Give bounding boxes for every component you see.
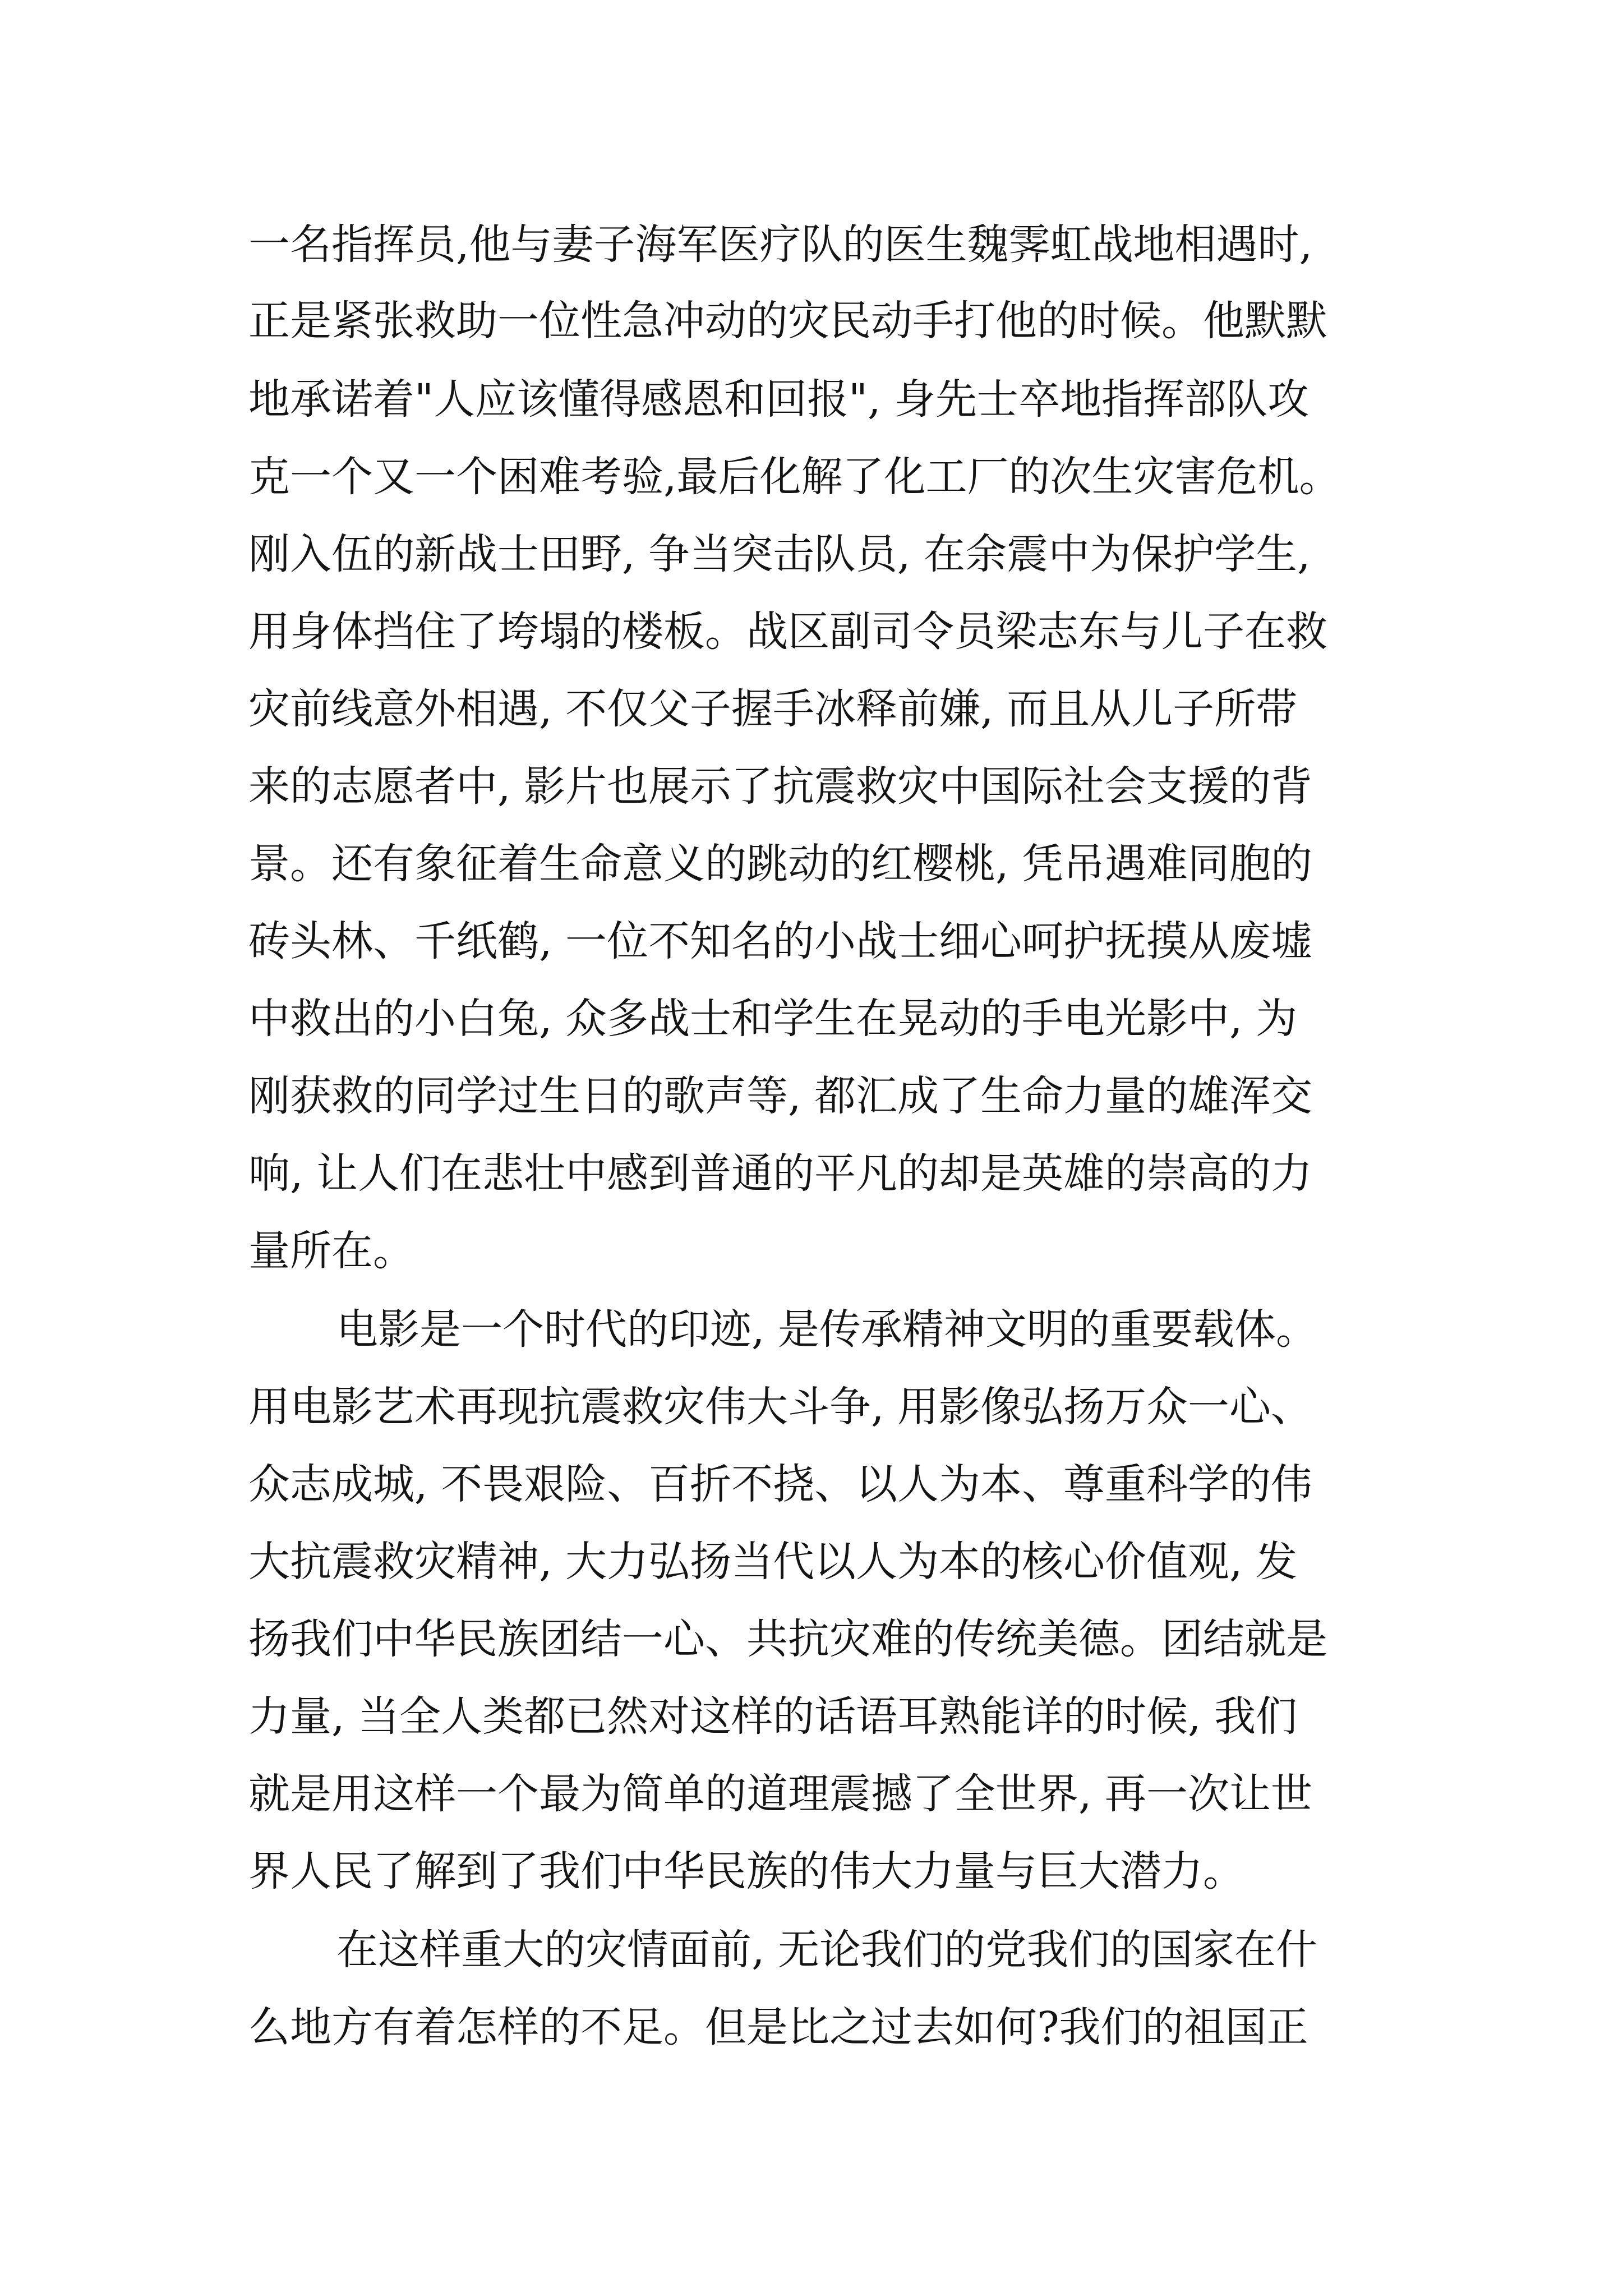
paragraph-line: 力量, 当全人类都已然对这样的话语耳熟能详的时候, 我们 (248, 1692, 1298, 1741)
paragraph-line: 克一个又一个困难考验,最后化解了化工厂的次生灾害危机。 (248, 453, 1341, 501)
paragraph-line: 来的志愿者中, 影片也展示了抗震救灾中国际社会支援的背 (248, 762, 1313, 811)
paragraph-line: 就是用这样一个最为简单的道理震撼了全世界, 再一次让世 (248, 1770, 1313, 1818)
paragraph-line: 量所在。 (248, 1227, 414, 1275)
paragraph-line: 地承诺着"人应该懂得感恩和回报", 身先士卒地指挥部队攻 (248, 375, 1310, 424)
paragraph-line: 界人民了解到了我们中华民族的伟大力量与巨大潜力。 (248, 1847, 1244, 1895)
paragraph-line: 众志成城, 不畏艰险、百折不挠、以人为本、尊重科学的伟 (248, 1460, 1313, 1508)
paragraph-line: 正是紧张救助一位性急冲动的灾民动手打他的时候。他默默 (248, 297, 1327, 345)
paragraph-line: 刚获救的同学过生日的歌声等, 都汇成了生命力量的雄浑交 (248, 1072, 1313, 1120)
paragraph-line: 用身体挡住了垮塌的楼板。战区副司令员梁志东与儿子在救 (248, 608, 1327, 656)
paragraph-line: 灾前线意外相遇, 不仅父子握手冰释前嫌, 而且从儿子所带 (248, 685, 1298, 733)
paragraph-line: 大抗震救灾精神, 大力弘扬当代以人为本的核心价值观, 发 (248, 1538, 1298, 1586)
paragraph-line: 响, 让人们在悲壮中感到普通的平凡的却是英雄的崇高的力 (248, 1149, 1313, 1198)
paragraph-line: 么地方有着怎样的不足。但是比之过去如何?我们的祖国正 (248, 2003, 1308, 2051)
paragraph-line: 中救出的小白兔, 众多战士和学生在晃动的手电光影中, 为 (248, 995, 1298, 1043)
paragraph-line: 扬我们中华民族团结一心、共抗灾难的传统美德。团结就是 (248, 1615, 1327, 1663)
paragraph-line: 刚入伍的新战士田野, 争当突击队员, 在余震中为保护学生, (248, 530, 1311, 578)
paragraph-line: 用电影艺术再现抗震救灾伟大斗争, 用影像弘扬万众一心、 (248, 1383, 1313, 1431)
paragraph-line: 一名指挥员,他与妻子海军医疗队的医生魏霁虹战地相遇时, (248, 220, 1313, 269)
paragraph-line: 电影是一个时代的印迹, 是传承精神文明的重要载体。 (336, 1305, 1318, 1354)
paragraph-line: 景。还有象征着生命意义的跳动的红樱桃, 凭吊遇难同胞的 (248, 840, 1313, 888)
paragraph-line: 在这样重大的灾情面前, 无论我们的党我们的国家在什 (336, 1926, 1318, 1974)
paragraph-line: 砖头林、千纸鹤, 一位不知名的小战士细心呵护抚摸从废墟 (248, 917, 1313, 965)
